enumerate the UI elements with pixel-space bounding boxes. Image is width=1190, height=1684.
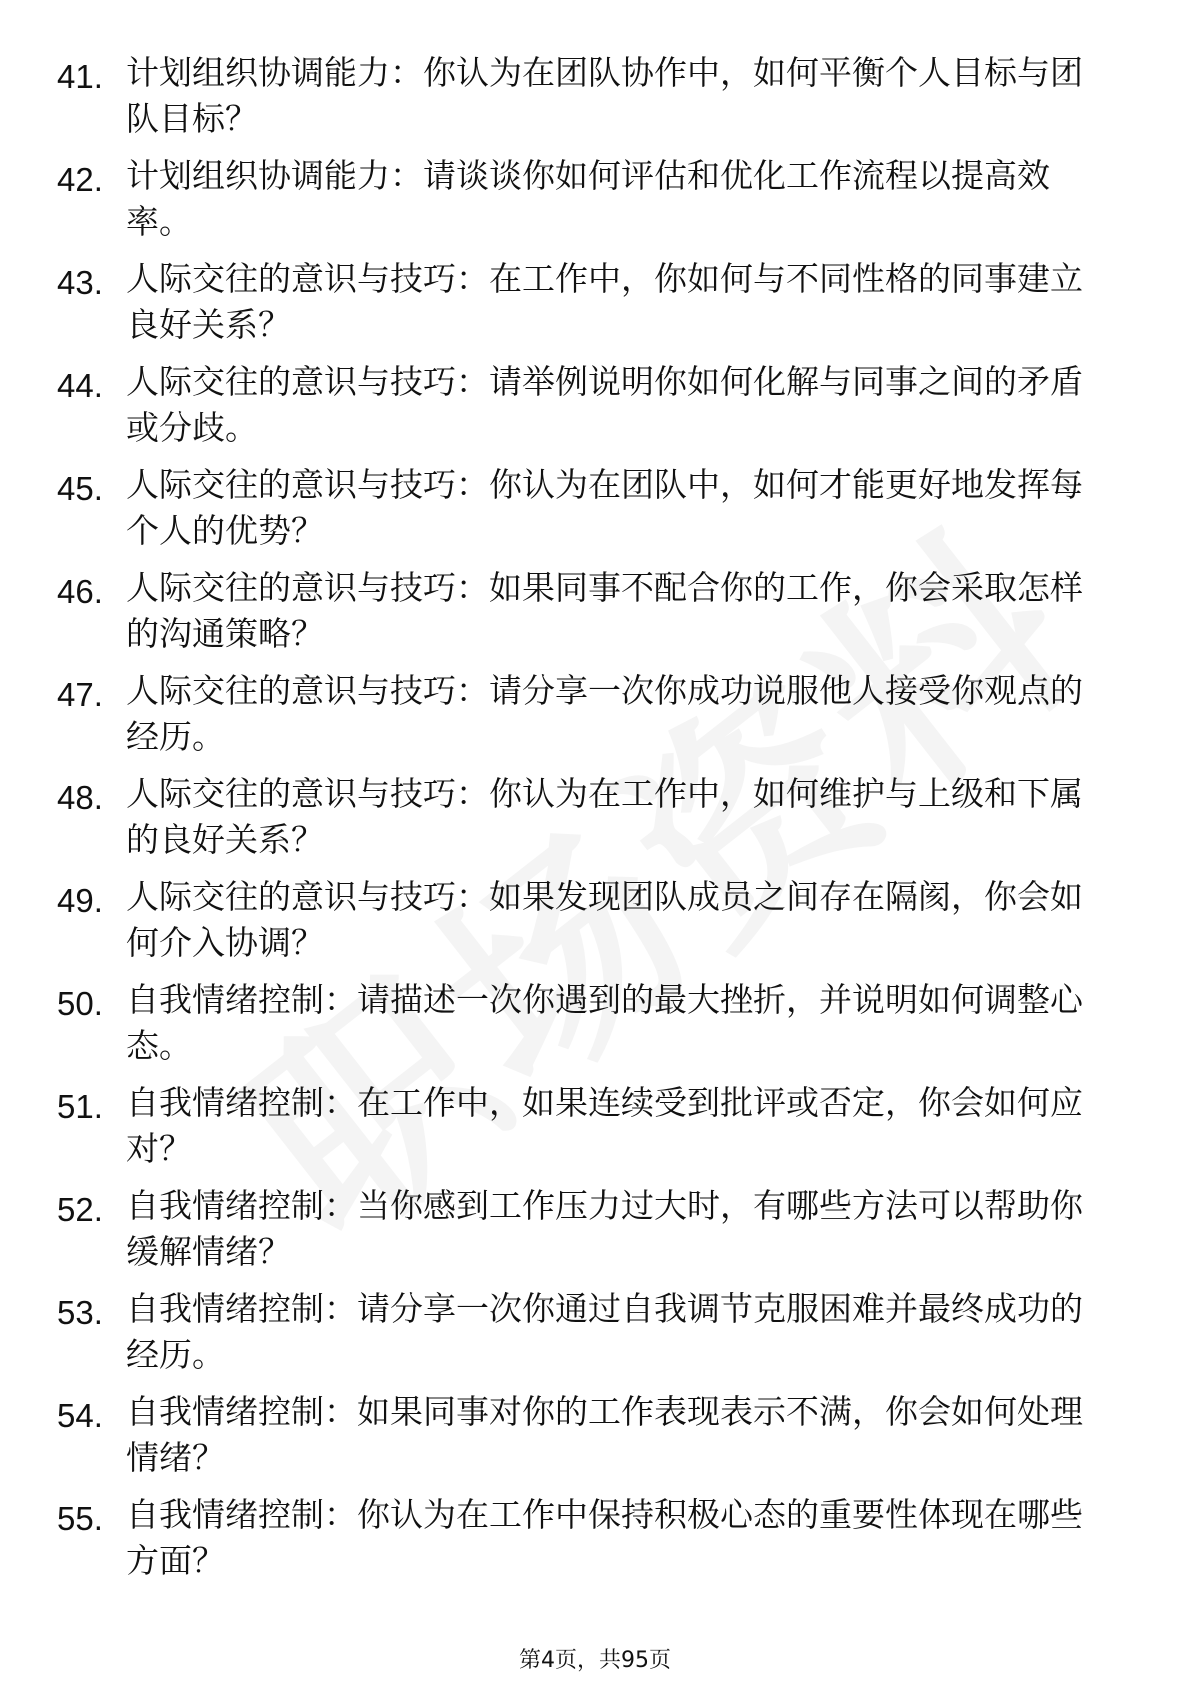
list-item (0, 359, 1190, 462)
question-number: 55. (57, 1500, 103, 1537)
question-text: 自我情绪控制：请描述一次你遇到的最大挫折，并说明如何调整心态。 (126, 980, 1083, 1065)
question-text: 人际交往的意识与技巧：如果发现团队成员之间存在隔阂，你会如何介入协调？ (126, 877, 1083, 962)
list-item (0, 1080, 1190, 1183)
question-text: 人际交往的意识与技巧：请分享一次你成功说服他人接受你观点的经历。 (126, 671, 1083, 756)
question-number: 46. (57, 573, 103, 610)
list-item (0, 462, 1190, 565)
question-number: 53. (57, 1294, 103, 1331)
question-text: 自我情绪控制：你认为在工作中保持积极心态的重要性体现在哪些方面？ (126, 1495, 1083, 1580)
question-number: 49. (57, 882, 103, 919)
list-item (0, 668, 1190, 771)
list-item (0, 1183, 1190, 1286)
list-item (0, 565, 1190, 668)
question-number: 41. (57, 58, 103, 95)
list-item (0, 1389, 1190, 1492)
list-item (0, 1492, 1190, 1595)
question-list (0, 50, 1190, 1595)
question-number: 52. (57, 1191, 103, 1228)
question-text: 人际交往的意识与技巧：你认为在团队中，如何才能更好地发挥每个人的优势？ (126, 465, 1083, 550)
question-number: 44. (57, 367, 103, 404)
list-item (0, 874, 1190, 977)
question-number: 51. (57, 1088, 103, 1125)
question-number: 42. (57, 161, 103, 198)
list-item (0, 153, 1190, 256)
question-text: 人际交往的意识与技巧：在工作中，你如何与不同性格的同事建立良好关系？ (126, 259, 1083, 344)
question-text: 自我情绪控制：当你感到工作压力过大时，有哪些方法可以帮助你缓解情绪？ (126, 1186, 1083, 1271)
question-number: 45. (57, 470, 103, 507)
question-text: 计划组织协调能力：请谈谈你如何评估和优化工作流程以提高效率。 (126, 156, 1050, 241)
question-number: 50. (57, 985, 103, 1022)
page-footer: 第4页，共95页 (519, 1648, 671, 1673)
list-item (0, 977, 1190, 1080)
question-text: 自我情绪控制：请分享一次你通过自我调节克服困难并最终成功的经历。 (126, 1289, 1083, 1374)
question-number: 54. (57, 1397, 103, 1434)
question-text: 计划组织协调能力：你认为在团队协作中，如何平衡个人目标与团队目标？ (126, 53, 1083, 138)
list-item (0, 771, 1190, 874)
question-text: 人际交往的意识与技巧：如果同事不配合你的工作，你会采取怎样的沟通策略？ (126, 568, 1083, 653)
question-text: 人际交往的意识与技巧：请举例说明你如何化解与同事之间的矛盾或分歧。 (126, 362, 1083, 447)
list-item (0, 1286, 1190, 1389)
question-number: 47. (57, 676, 103, 713)
question-number: 48. (57, 779, 103, 816)
question-text: 自我情绪控制：如果同事对你的工作表现表示不满，你会如何处理情绪？ (126, 1392, 1083, 1477)
question-text: 自我情绪控制：在工作中，如果连续受到批评或否定，你会如何应对？ (126, 1083, 1083, 1168)
question-text: 人际交往的意识与技巧：你认为在工作中，如何维护与上级和下属的良好关系？ (126, 774, 1083, 859)
list-item (0, 256, 1190, 359)
question-number: 43. (57, 264, 103, 301)
list-item (0, 50, 1190, 153)
